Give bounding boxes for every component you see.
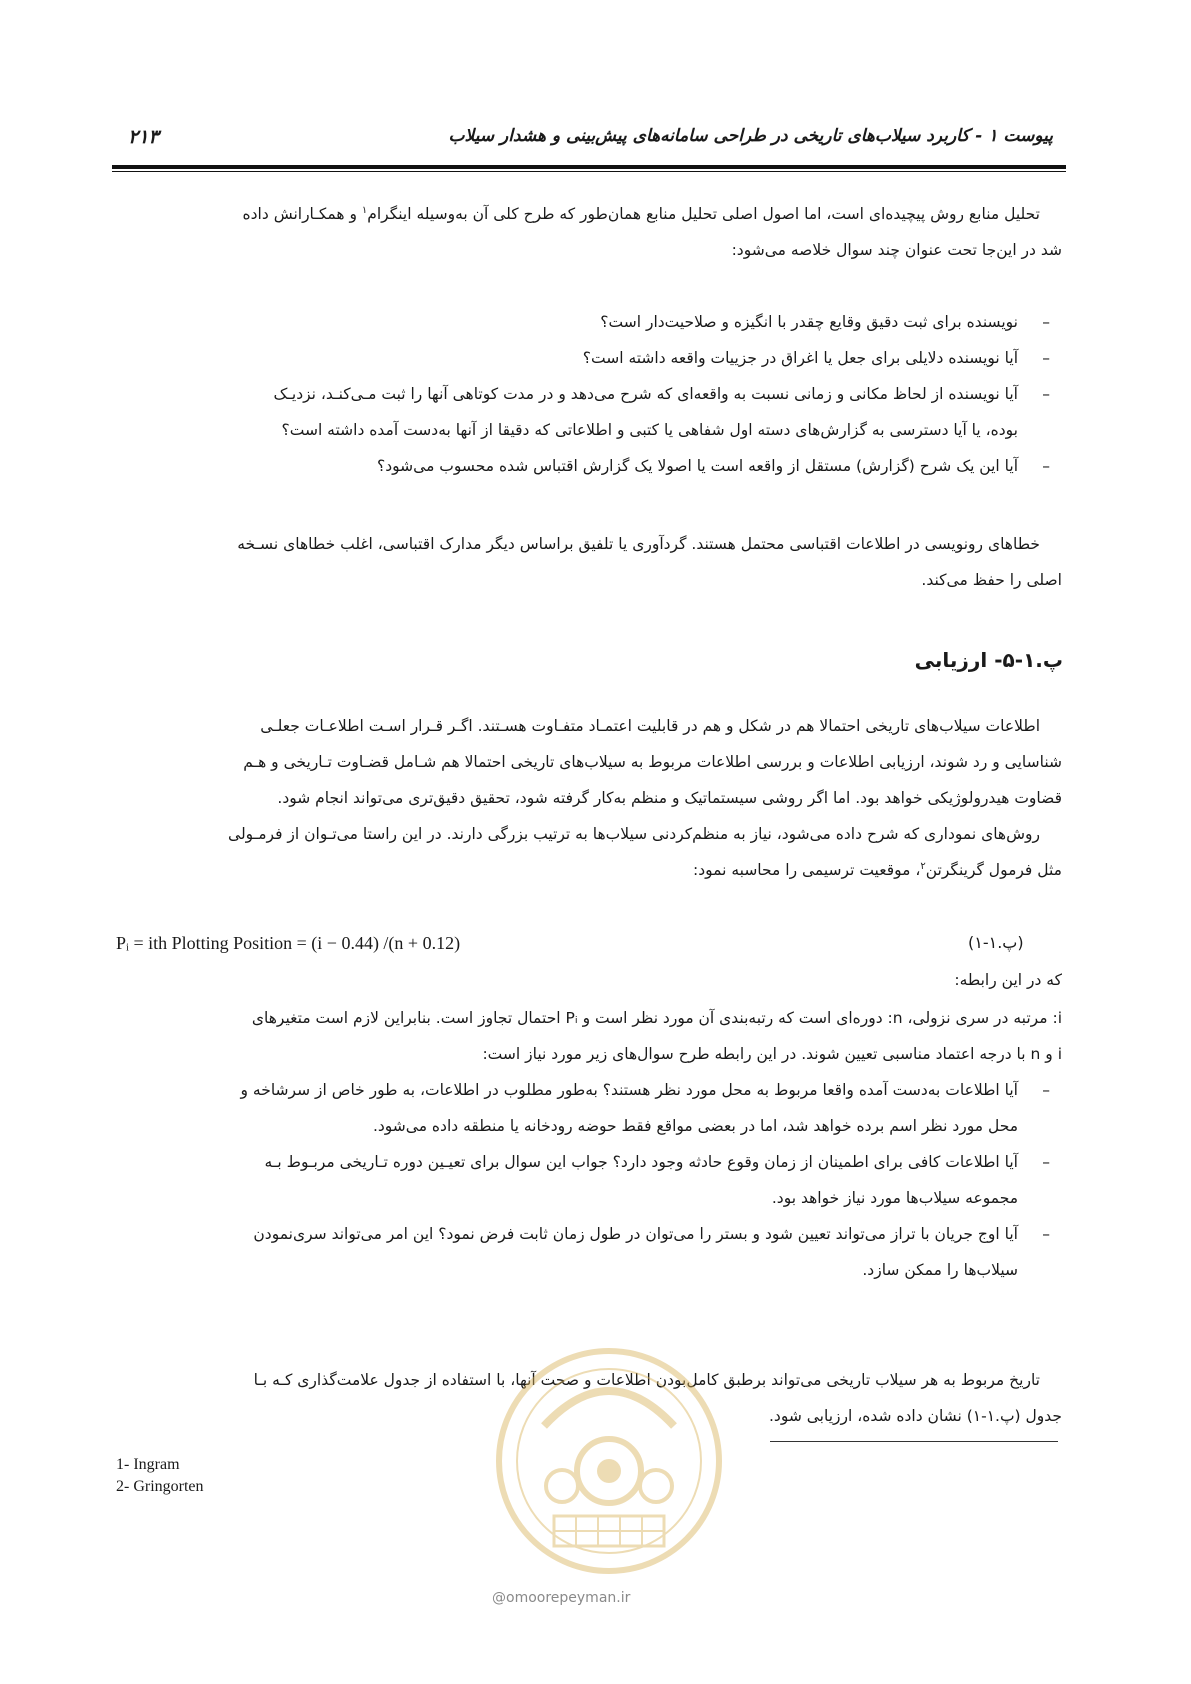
list-item-continuation: محل مورد نظر اسم برده خواهد شد، اما در بعضی مواقع فقط حوضه رودخانه یا منطقه داده می‌شود. [372,1117,1018,1135]
list-item: – آیا اطلاعات به‌دست آمده واقعا مربوط به محل مورد نظر هستند؟ به‌طور مطلوب در اطلاعات، به طور خاص از سرشاخه و [116,1072,1062,1108]
section-heading: پ.۱-۵- ارزیابی [914,648,1063,672]
list-item: – نویسنده برای ثبت دقیق وقایع چقدر با انگیزه و صلاحیت‌دار است؟ [116,304,1062,340]
list-item-continuation: مجموعه سیلاب‌ها مورد نیاز خواهد بود. [771,1189,1018,1207]
list-item: – آیا این یک شرح (گزارش) مستقل از واقعه است یا اصولا یک گزارش اقتباس شده محسوب می‌شود؟ [116,448,1062,484]
running-title: پیوست ۱ - کاربرد سیلاب‌های تاریخی در طراحی سامانه‌های پیش‌بینی و هشدار سیلاب [448,126,1053,146]
footnote-1: 1- Ingram [116,1456,180,1473]
graph-line-2: مثل فرمول گرینگرتن$^۲$، موقعیت ترسیمی را محاسبه نمود: [693,860,1062,879]
intro-paragraph [116,196,1062,268]
footnote-ref-1: ۱ [361,204,368,216]
page-number: ۲۱۳ [128,126,159,148]
defs-line-1: i: مرتبه در سری نزولی، n: دوره‌ای است که رتبه‌بندی آن مورد نظر است و Pᵢ احتمال تجاوز است. بنابراین لازم است متغیرهای [251,1009,1062,1027]
dash-bullet: – [1042,385,1050,403]
definitions-paragraph [116,1000,1062,1072]
graph-methods-paragraph [116,816,1062,888]
dash-bullet: – [1042,313,1050,331]
list-item-continuation: سیلاب‌ها را ممکن سازد. [862,1261,1018,1279]
list-item: – آیا اطلاعات کافی برای اطمینان از زمان وقوع حادثه وجود دارد؟ جواب این سوال برای تعیـین دوره تـاریخی مربـوط بـه [116,1144,1062,1180]
errors-line-2: اصلی را حفظ می‌کند. [921,571,1062,589]
equation-number: (پ.۱-۱) [968,933,1024,952]
header-rule [112,165,1066,169]
footnote-2: 2- Gringorten [116,1478,204,1495]
graph-line-1: روش‌های نموداری که شرح داده می‌شود، نیاز به منظم‌کردنی سیلاب‌ها به ترتیب بزرگی دارند. در این راستا می‌تـوان از فرمـولی [228,825,1040,843]
evaluation-paragraph [116,708,1062,816]
question-list-1 [116,304,1062,484]
list-item: – آیا نویسنده دلایلی برای جعل یا اغراق در جزییات واقعه داشته است؟ [116,340,1062,376]
eval-line-1: اطلاعات سیلاب‌های تاریخی احتمالا هم در شکل و هم در قابلیت اعتمـاد متفـاوت هسـتند. اگـر قـرار اسـت اطلاعـات جعلـی [260,717,1040,735]
eval-line-2: شناسایی و رد شوند، ارزیابی اطلاعات و بررسی اطلاعات مربوط به سیلاب‌های تاریخی احتمالا هم شـامل قضـاوت تـاریخی و هـم [243,753,1062,771]
intro-line-2: شد در این‌جا تحت عنوان چند سوال خلاصه می‌شود: [731,241,1062,259]
footnote-ref-2: ۲ [920,860,926,872]
question-list-2 [116,1072,1062,1288]
final-line-1: تاریخ مربوط به هر سیلاب تاریخی می‌تواند برطبق کامل‌بودن اطلاعات و صحت آنها، با استفاده از جدول علامت‌گذاری کـه بـا [253,1371,1040,1389]
where-line: که در این رابطه: [954,971,1062,989]
footnote-separator [770,1441,1058,1442]
list-item-continuation: بوده، یا آیا دسترسی به گزارش‌های دسته اول شفاهی یا کتبی و اطلاعاتی که دقیقا از آنها به‌دست آمده داشته است؟ [281,421,1018,439]
eval-line-3: قضاوت هیدرولوژیکی خواهد بود. اما اگر روشی سیستماتیک و منظم به‌کار گرفته شود، تحقیق دقیق‌تری می‌تواند انجام شود. [277,789,1062,807]
watermark-logo [484,1336,734,1586]
errors-paragraph [116,526,1062,598]
dash-bullet: – [1042,1225,1050,1243]
errors-line-1: خطاهای رونویسی در اطلاعات اقتباسی محتمل هستند. گردآوری یا تلفیق براساس دیگر مدارک اقتباسی، اغلب خطاهای نسـخه [237,535,1040,553]
final-line-2: جدول (پ.۱-۱) نشان داده شده، ارزیابی شود. [769,1407,1062,1425]
list-item: – آیا اوج جریان با تراز می‌تواند تعیین شود و بستر را می‌توان در طول زمان ثابت فرض نمود؟ این امر می‌تواند سری‌نمودن [116,1216,1062,1252]
plotting-position-formula: Pᵢ = ith Plotting Position = (i − 0.44) /(n + 0.12) [116,933,461,953]
globe-icon: @ [492,1590,506,1606]
header-rule-thin [112,171,1066,172]
watermark-site: @omoorepeyman.ir [492,1590,631,1606]
defs-line-2: i و n با درجه اعتماد مناسبی تعیین شوند. در این رابطه طرح سوال‌های زیر مورد نیاز است: [482,1045,1062,1063]
footnotes [116,1454,204,1498]
dash-bullet: – [1042,457,1050,475]
formula-row [116,925,1062,961]
dash-bullet: – [1042,1153,1050,1171]
intro-line-1: تحلیل منابع روش پیچیده‌ای است، اما اصول اصلی تحلیل منابع همان‌طور که طرح کلی آن به‌وسیله اینگرام$^۱$ و همکـارانش داده [242,204,1040,223]
dash-bullet: – [1042,349,1050,367]
dash-bullet: – [1042,1081,1050,1099]
list-item: – آیا نویسنده از لحاظ مکانی و زمانی نسبت به واقعه‌ای که شرح می‌دهد و در مدت کوتاهی آنها را ثبت مـی‌کنـد، نزدیـک [116,376,1062,412]
